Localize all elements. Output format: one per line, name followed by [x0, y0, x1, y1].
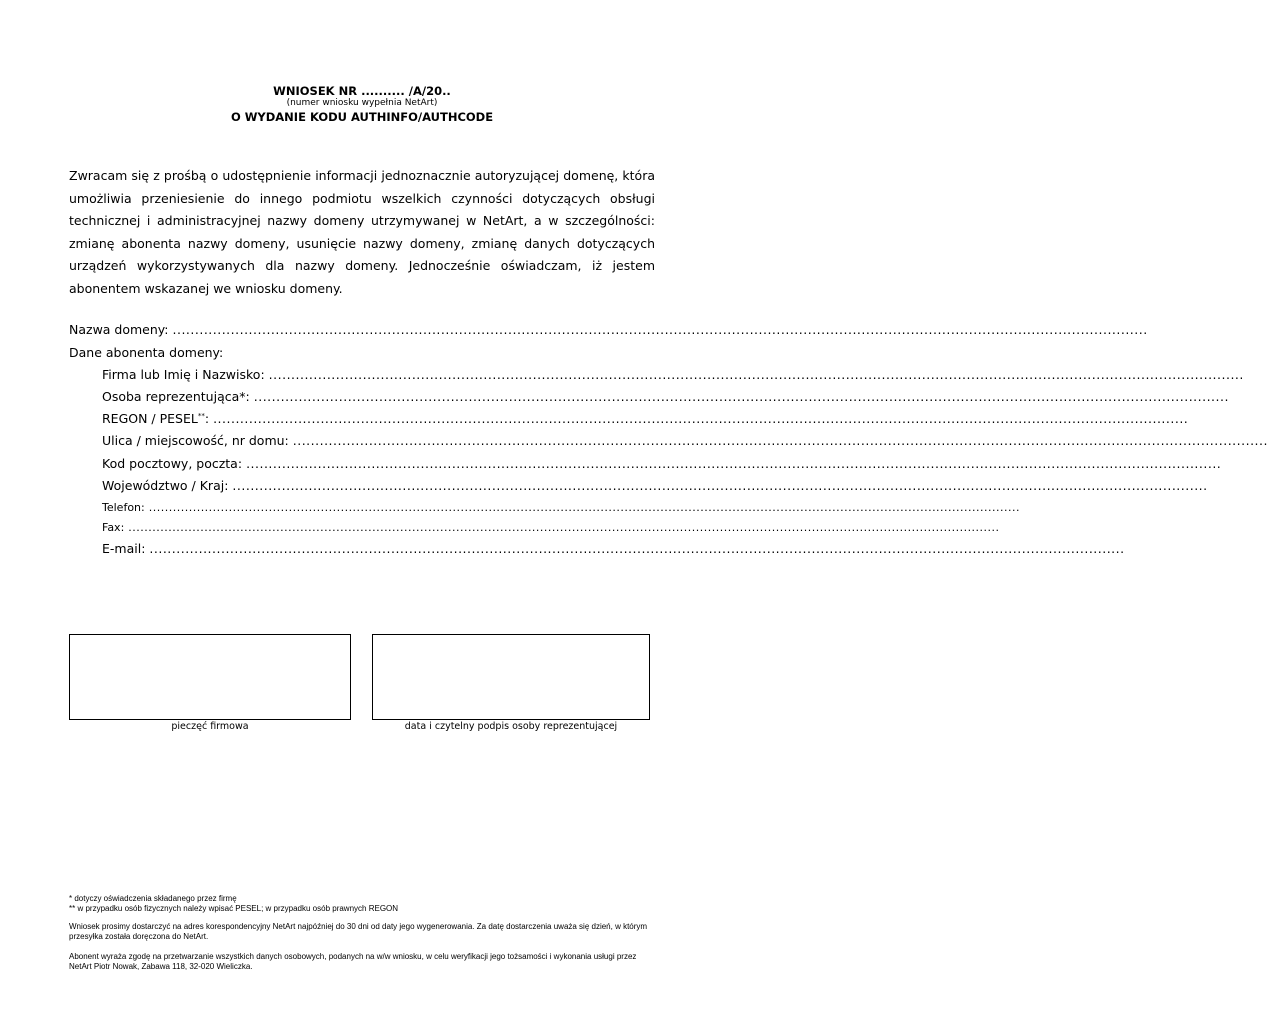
- email-field[interactable]: [102, 541, 1125, 556]
- regon-pesel-label: REGON / PESEL: [102, 411, 198, 426]
- footnote-representative: * dotyczy oświadczenia składanego przez firmę: [69, 894, 237, 903]
- delivery-note: Wniosek prosimy dostarczyć na adres korespondencyjny NetArt najpóźniej do 30 dni od daty jego wygenerowania. Za datę dostarczenia uważa się dzień, w którym przesyłka została doręczona do NetArt.: [69, 922, 648, 941]
- domain-name-field[interactable]: [69, 322, 1148, 337]
- company-label: Firma lub Imię i Nazwisko:: [102, 367, 265, 382]
- representative-label: Osoba reprezentująca*:: [102, 389, 250, 404]
- domain-name-label: Nazwa domeny:: [69, 322, 169, 337]
- phone-label: Telefon:: [102, 501, 145, 514]
- address-field[interactable]: [102, 433, 1268, 448]
- regon-pesel-field[interactable]: [102, 411, 1189, 426]
- stamp-caption: pieczęć firmowa: [171, 721, 249, 732]
- fill-line: ..........................................................................................................................................................................................................................: [246, 456, 1222, 471]
- holder-section: [69, 345, 655, 360]
- form-subject: O WYDANIE KODU AUTHINFO/AUTHCODE: [230, 110, 494, 124]
- company-stamp-box[interactable]: [69, 634, 351, 720]
- fax-field[interactable]: [102, 521, 1000, 534]
- form-title: WNIOSEK NR .......... /A/20..: [273, 84, 451, 98]
- regon-colon: :: [204, 411, 210, 426]
- fill-line: ..........................................................................................................................................................................................................................: [292, 433, 1268, 448]
- regon-footnote-mark: **: [197, 411, 205, 420]
- representative-field[interactable]: [102, 389, 1229, 404]
- address-label: Ulica / miejscowość, nr domu:: [102, 433, 289, 448]
- fill-line: ..........................................................................................................................................................................................................................: [172, 322, 1148, 337]
- fill-line: ..........................................................................................................................................................................................................................: [149, 541, 1125, 556]
- form-number-note: (numer wniosku wypełnia NetArt): [286, 98, 438, 108]
- signature-caption: data i czytelny podpis osoby reprezentującej: [404, 721, 618, 732]
- postal-label: Kod pocztowy, poczta:: [102, 456, 243, 471]
- signature-box[interactable]: [372, 634, 650, 720]
- footnote-regon-pesel: ** w przypadku osób fizycznych należy wpisać PESEL; w przypadku osób prawnych REGON: [69, 904, 399, 913]
- fill-line: ..........................................................................................................................................................................................................................: [148, 501, 1020, 514]
- fill-line: ..........................................................................................................................................................................................................................: [268, 367, 1244, 382]
- email-label: E-mail:: [102, 541, 146, 556]
- intro-paragraph: Zwracam się z prośbą o udostępnienie informacji jednoznacznie autoryzującej domenę, która umożliwia przeniesienie do innego podmiotu wszelkich czynności dotyczących obsługi technicznej i administracyjnej nazwy domeny utrzymywanej w NetArt, a w szczególności: zmianę abonenta nazwy domeny, usunięcie nazwy domeny, zmianę danych dotyczących urządzeń wykorzystywanych dla nazwy domeny. Jednocześnie oświadczam, iż jestem abonentem wskazanej we wniosku domeny.: [69, 168, 655, 296]
- fill-line: ..........................................................................................................................................................................................................................: [213, 411, 1189, 426]
- fill-line: ..........................................................................................................................................................................................................................: [128, 521, 1000, 534]
- postal-field[interactable]: [102, 456, 1222, 471]
- phone-field[interactable]: [102, 501, 1020, 514]
- consent-note: Abonent wyraża zgodę na przetwarzanie wszystkich danych osobowych, podanych na w/w wniosku, w celu weryfikacji jego tożsamości i wykonania usługi przez NetArt Piotr Nowak, Zabawa 118, 32-020 Wieliczka.: [69, 952, 637, 971]
- region-label: Województwo / Kraj:: [102, 478, 229, 493]
- fill-line: ..........................................................................................................................................................................................................................: [253, 389, 1229, 404]
- region-field[interactable]: [102, 478, 1208, 493]
- fill-line: ..........................................................................................................................................................................................................................: [232, 478, 1208, 493]
- holder-section-label: Dane abonenta domeny:: [69, 345, 224, 360]
- fax-label: Fax:: [102, 521, 125, 534]
- company-field[interactable]: [102, 367, 1244, 382]
